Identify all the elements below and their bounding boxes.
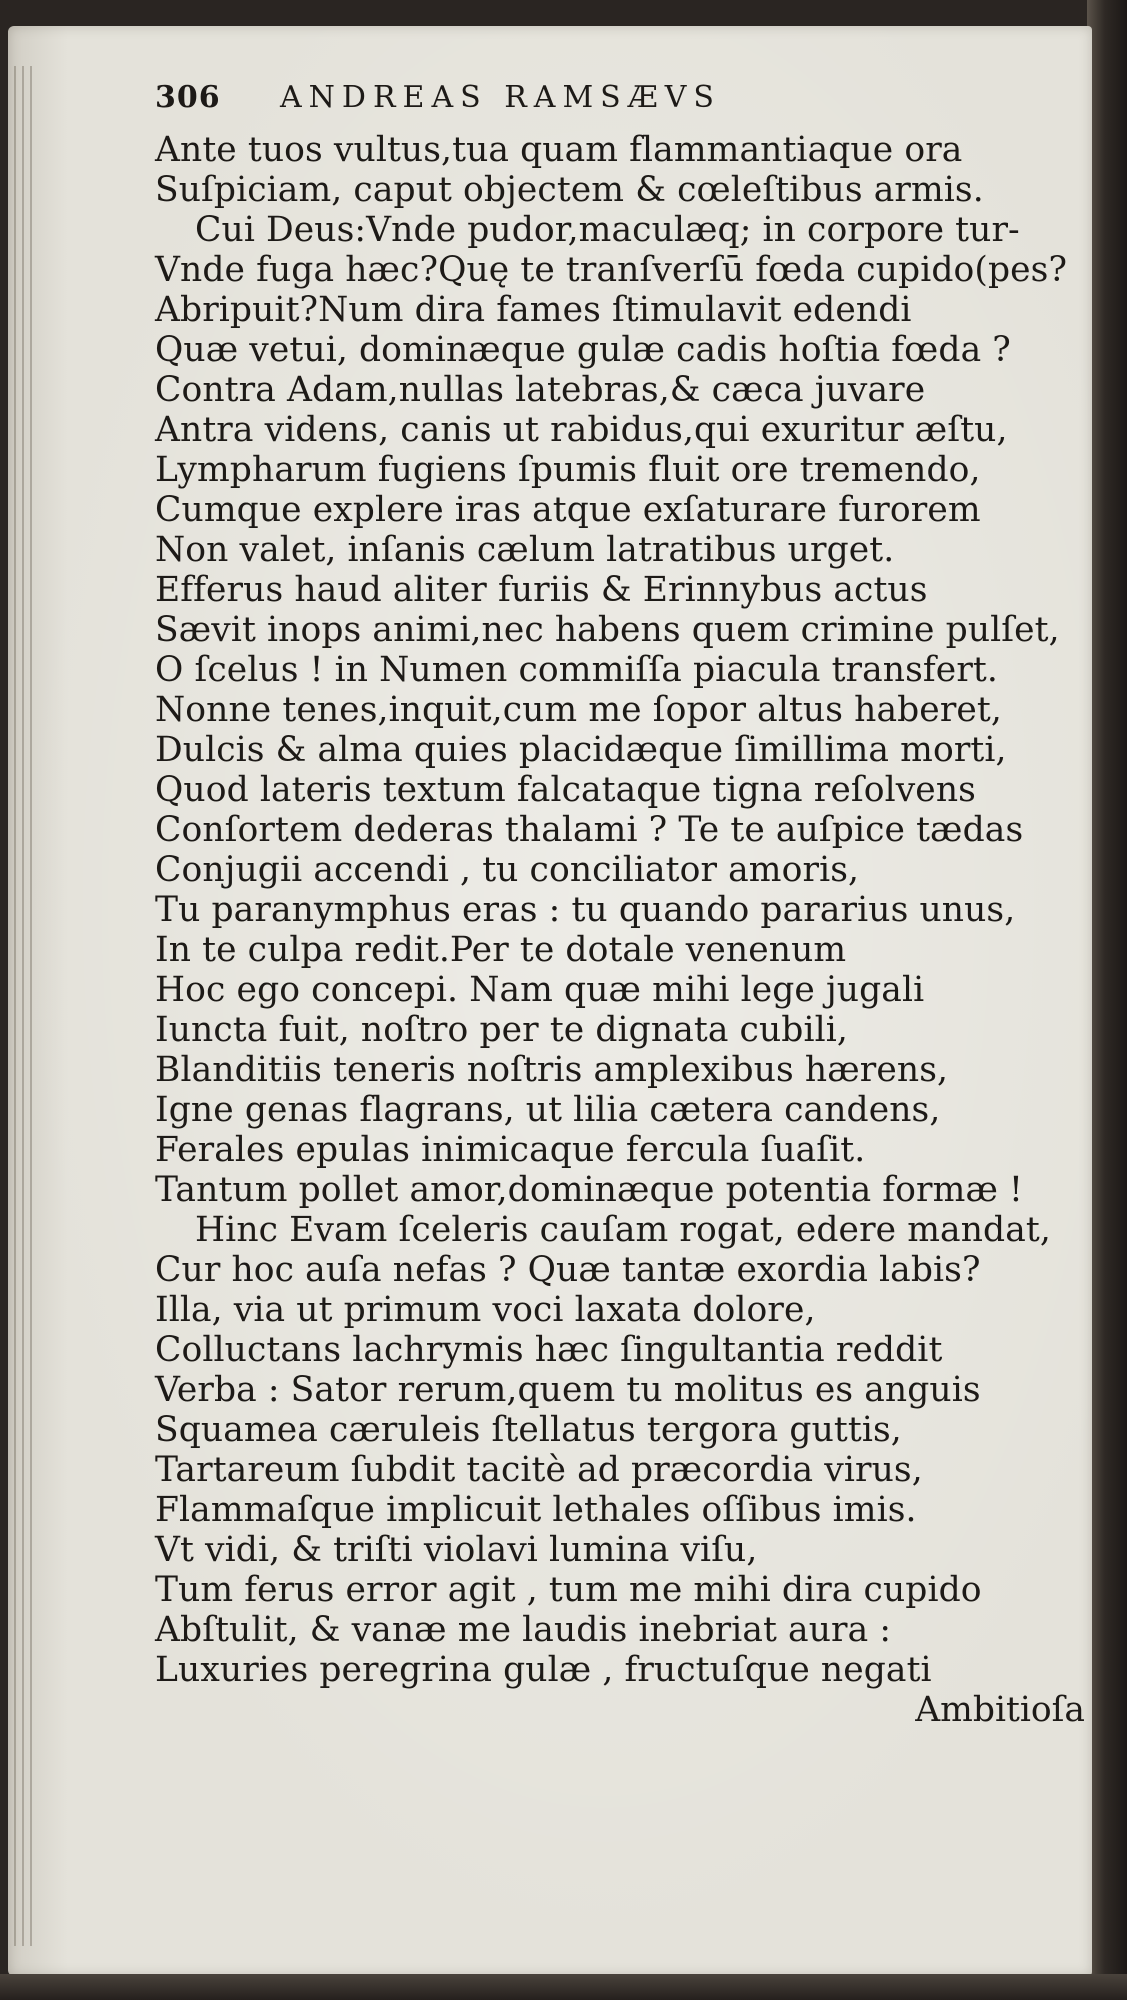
verse-line: Tum ferus error agit , tum me mihi dira cupido bbox=[155, 1570, 982, 1610]
verse-line: Cumque explere iras atque exſaturare furorem bbox=[155, 490, 981, 530]
verse-line: Contra Adam,nullas latebras,& cæca juvare bbox=[155, 370, 926, 410]
verse-line: Iuncta fuit, noſtro per te dignata cubili, bbox=[155, 1010, 848, 1050]
text-block bbox=[155, 80, 1085, 1730]
verse-line: In te culpa redit.Per te dotale venenum bbox=[155, 930, 847, 970]
verse-line: Illa, via ut primum voci laxata dolore, bbox=[155, 1290, 816, 1330]
verse-line: O ſcelus ! in Numen commiſſa piacula transfert. bbox=[155, 650, 998, 690]
verse-line: Igne genas flagrans, ut lilia cætera candens, bbox=[155, 1090, 941, 1130]
running-head-title: ANDREAS RAMSÆVS bbox=[280, 80, 721, 115]
verse-line: Sævit inops animi,nec habens quem crimine pulſet, bbox=[155, 610, 1060, 650]
verse-line: Antra videns, canis ut rabidus,qui exuritur æſtu, bbox=[155, 410, 1008, 450]
verse-line: Ferales epulas inimicaque fercula ſuaſit. bbox=[155, 1130, 866, 1170]
verse-line: Luxuries peregrina gulæ , fructuſque negati bbox=[155, 1650, 932, 1690]
running-head bbox=[155, 80, 1085, 126]
verse-line: Suſpiciam, caput objectem & cœleſtibus armis. bbox=[155, 170, 984, 210]
verse-line: Tartareum ſubdit tacitè ad præcordia virus, bbox=[155, 1450, 923, 1490]
page-number: 306 bbox=[155, 80, 221, 115]
page-edge-line bbox=[30, 66, 32, 1946]
verse-line: Cui Deus:Vnde pudor,maculæq; in corpore tur- bbox=[195, 210, 1020, 250]
verse-line: Lympharum fugiens ſpumis fluit ore tremendo, bbox=[155, 450, 981, 490]
page-edge-line bbox=[22, 66, 24, 1946]
verse-line: Quæ vetui, dominæque gulæ cadis hoſtia fœda ? bbox=[155, 330, 1011, 370]
verse-line: Dulcis & alma quies placidæque ſimillima morti, bbox=[155, 730, 1007, 770]
verse-line: Hoc ego concepi. Nam quæ mihi lege jugali bbox=[155, 970, 925, 1010]
verse-line: Squamea cæruleis ſtellatus tergora guttis, bbox=[155, 1410, 902, 1450]
verse-line: Ante tuos vultus,tua quam flammantiaque ora bbox=[155, 130, 963, 170]
verse-line: Blanditiis teneris noſtris amplexibus hærens, bbox=[155, 1050, 949, 1090]
book-binding-edge bbox=[1087, 0, 1127, 2000]
verse-line: Tu paranymphus eras : tu quando pararius unus, bbox=[155, 890, 1016, 930]
verse-line: Nonne tenes,inquit,cum me ſopor altus haberet, bbox=[155, 690, 1002, 730]
verse-line: Abſtulit, & vanæ me laudis inebriat aura : bbox=[155, 1610, 892, 1650]
verse-line: Vt vidi, & triſti violavi lumina viſu, bbox=[155, 1530, 758, 1570]
verse-line: Conjugii accendi , tu conciliator amoris, bbox=[155, 850, 860, 890]
verse-line: Hinc Evam ſceleris cauſam rogat, edere mandat, bbox=[195, 1210, 1051, 1250]
verse-line: Efferus haud aliter furiis & Erinnybus actus bbox=[155, 570, 928, 610]
verse-line: Verba : Sator rerum,quem tu molitus es anguis bbox=[155, 1370, 981, 1410]
verse-list bbox=[155, 130, 1085, 1690]
verse-line: Vnde fuga hæc?Quę te tranſverſū fœda cupido(pes? bbox=[155, 250, 1068, 290]
verse-line: Tantum pollet amor,dominæque potentia formæ ! bbox=[155, 1170, 1024, 1210]
catchword: Ambitioſa bbox=[915, 1690, 1085, 1730]
verse-line: Cur hoc auſa nefas ? Quæ tantæ exordia labis? bbox=[155, 1250, 981, 1290]
verse-line: Conſortem dederas thalami ? Te te auſpice tædas bbox=[155, 810, 1024, 850]
verse-line: Flammaſque implicuit lethales oſſibus imis. bbox=[155, 1490, 917, 1530]
verse-line: Quod lateris textum falcataque tigna reſolvens bbox=[155, 770, 976, 810]
verse-line: Abripuit?Num dira fames ſtimulavit edendi bbox=[155, 290, 912, 330]
page-edge-line bbox=[14, 66, 16, 1946]
book-bottom-edge bbox=[0, 1974, 1127, 2000]
verse-line: Colluctans lachrymis hæc ſingultantia reddit bbox=[155, 1330, 943, 1370]
verse-line: Non valet, inſanis cælum latratibus urget. bbox=[155, 530, 895, 570]
